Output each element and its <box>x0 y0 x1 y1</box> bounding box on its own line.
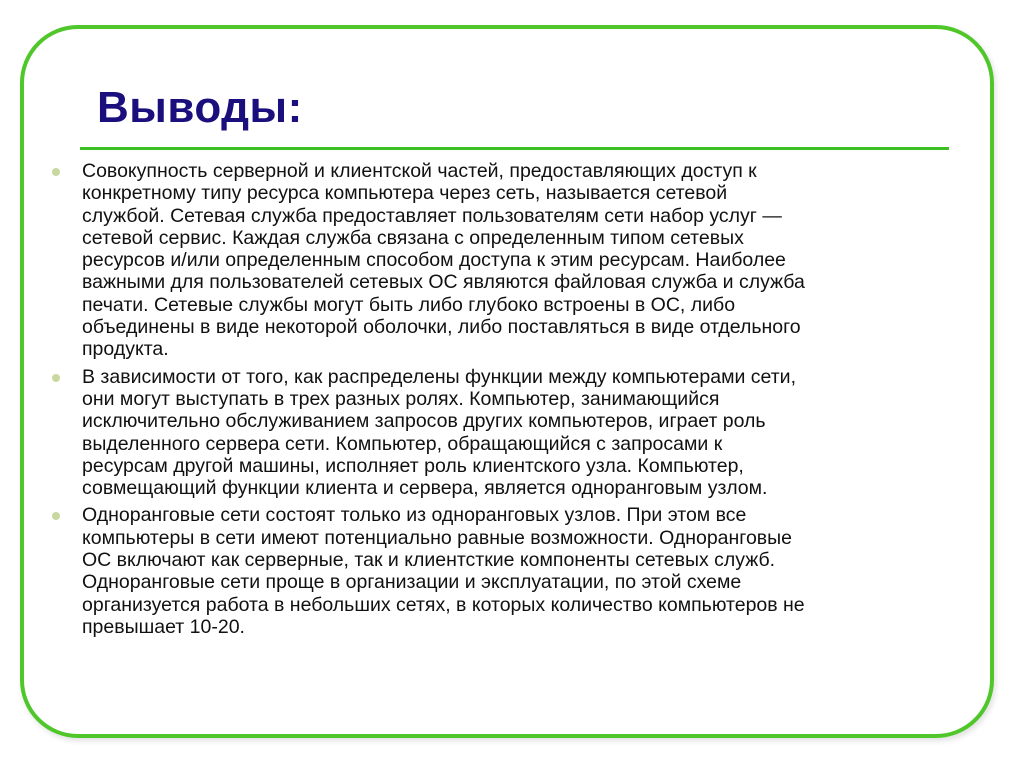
slide-title: Выводы: <box>97 83 303 132</box>
list-item <box>52 366 942 500</box>
bullet-list <box>52 160 942 643</box>
title-divider <box>80 147 949 150</box>
list-item-text: В зависимости от того, как распределены функции между компьютерами сети, они могут выступать в трех разных ролях. Компьютер, занимающийся исключительно обслуживанием запросов других компьютеров, играет роль выделенного сервера сети. Компьютер, обращающийся с запросами к ресурсам другой машины, исполняет роль клиентского узла. Компьютер, совмещающий функции клиента и сервера, является одноранговым узлом. <box>82 365 796 500</box>
list-item-text: Совокупность серверной и клиентской частей, предоставляющих доступ к конкретному типу ресурса компьютера через сеть, называется сетевой службой. Сетевая служба предоставляет пользователям сети набор услуг — сетевой сервис. Каждая служба связана с определенным типом сетевых ресурсов и/или определенным способом доступа к этим ресурсам. Наиболее важными для пользователей сетевых ОС являются файловая служба и служба печати. Сетевые службы могут быть либо глубоко встроены в ОС, либо объединены в виде некоторой оболочки, либо поставляться в виде отдельного продукта. <box>82 160 805 361</box>
bullet-icon <box>52 168 60 176</box>
bullet-icon <box>52 512 60 520</box>
list-item-text: Одноранговые сети состоят только из одноранговых узлов. При этом все компьютеры в сети имеют потенциально равные возможности. Одноранговые ОС включают как серверные, так и клиентсткие компоненты сетевых служб. Одноранговые сети проще в организации и эксплуатации, по этой схеме организуется работа в небольших сетях, в которых количество компьютеров не превышает 10-20. <box>82 504 805 638</box>
bullet-icon <box>52 374 60 382</box>
list-item <box>52 504 942 638</box>
list-item <box>52 160 942 361</box>
